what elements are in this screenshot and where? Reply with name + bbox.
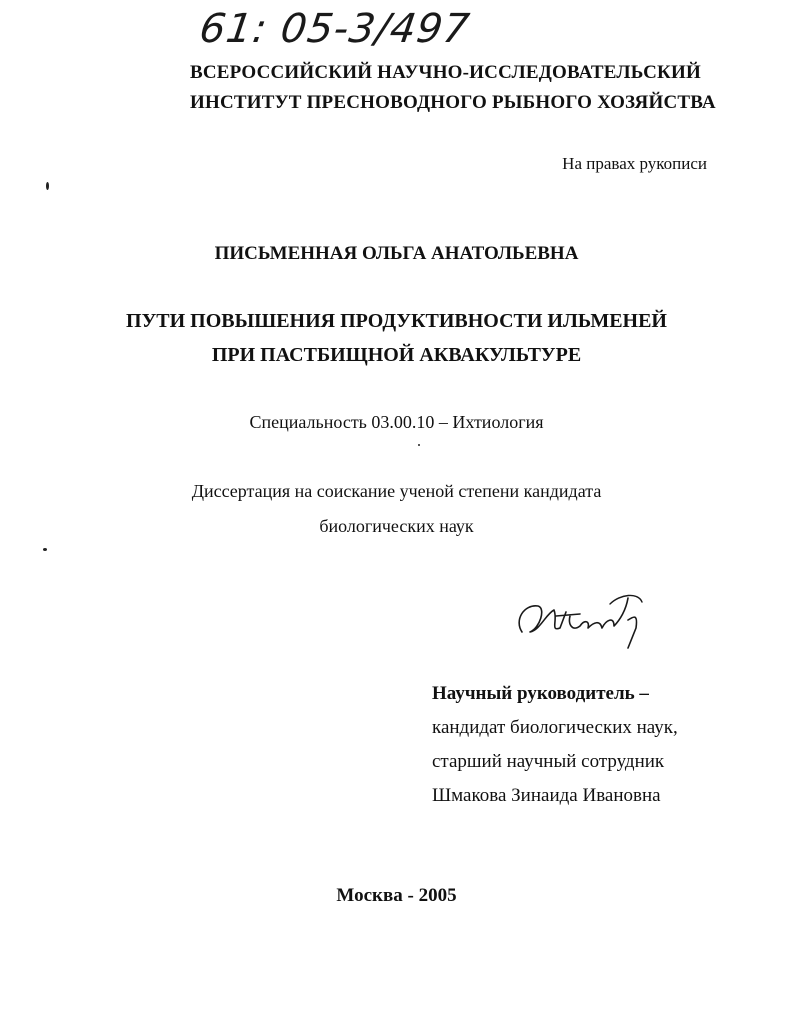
supervisor-heading: Научный руководитель – xyxy=(432,683,649,704)
scan-speck xyxy=(46,182,49,190)
scan-speck xyxy=(43,548,47,551)
specialty: Специальность 03.00.10 – Ихтиология xyxy=(249,412,544,432)
dissertation-line-2: биологических наук xyxy=(319,516,474,536)
archive-code: 61: 05-3/497 xyxy=(196,6,473,52)
dissertation-line-1: Диссертация на соискание ученой степени кандидата xyxy=(191,481,602,501)
signature xyxy=(510,590,660,650)
scan-speck xyxy=(418,444,420,446)
supervisor-name: Шмакова Зинаида Ивановна xyxy=(432,785,661,806)
title-line-2: ПРИ ПАСТБИЩНОЙ АКВАКУЛЬТУРЕ xyxy=(211,344,582,366)
institution-line-2: ИНСТИТУТ ПРЕСНОВОДНОГО РЫБНОГО ХОЗЯЙСТВА xyxy=(190,92,716,113)
city-year: Москва - 2005 xyxy=(336,885,457,906)
supervisor-degree: кандидат биологических наук, xyxy=(432,717,678,738)
manuscript-note: На правах рукописи xyxy=(562,154,707,173)
institution-line-1: ВСЕРОССИЙСКИЙ НАУЧНО-ИССЛЕДОВАТЕЛЬСКИЙ xyxy=(190,62,701,83)
supervisor-position: старший научный сотрудник xyxy=(432,751,665,772)
author-name: ПИСЬМЕННАЯ ОЛЬГА АНАТОЛЬЕВНА xyxy=(214,243,579,264)
title-line-1: ПУТИ ПОВЫШЕНИЯ ПРОДУКТИВНОСТИ ИЛЬМЕНЕЙ xyxy=(126,310,667,332)
